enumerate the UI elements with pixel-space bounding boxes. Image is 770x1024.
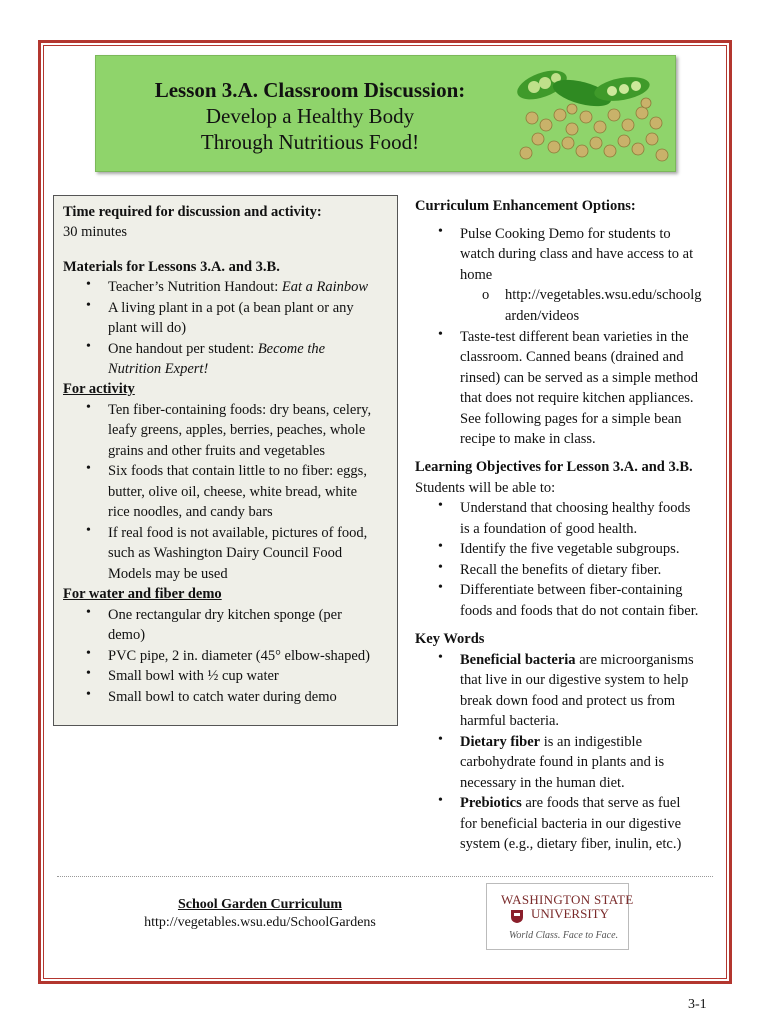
activity-item: Ten fiber-containing foods: dry beans, celery, [108, 402, 372, 418]
bullet: • [86, 339, 91, 354]
time-value: 30 minutes [63, 224, 128, 240]
seal-icon [509, 908, 525, 924]
enhancement-item: Taste-test different bean varieties in the [460, 329, 689, 345]
bullet: • [438, 327, 443, 342]
water-demo-heading: For water and fiber demo [63, 586, 222, 602]
objective-item-cont: is a foundation of good health. [460, 521, 638, 537]
material-item-cont: Nutrition Expert! [108, 361, 209, 377]
logo-line-2: UNIVERSITY [531, 906, 609, 921]
video-link[interactable]: http://vegetables.wsu.edu/schoolg [505, 287, 702, 303]
time-heading: Time required for discussion and activity: [63, 204, 322, 220]
activity-item-cont: leafy greens, apples, berries, peaches, whole [108, 422, 366, 438]
material-item-cont: plant will do) [108, 320, 187, 336]
materials-heading: Materials for Lessons 3.A. and 3.B. [63, 259, 280, 275]
key-word-item-cont: that live in our digestive system to help [460, 672, 689, 688]
activity-item-cont: such as Washington Dairy Council Food [108, 545, 343, 561]
key-word-item-cont: for beneficial bacteria in our digestive [460, 816, 682, 832]
activity-item-cont: grains and other fruits and vegetables [108, 443, 326, 459]
key-word-item-cont: system (e.g., dietary fiber, inulin, etc.) [460, 836, 682, 852]
key-words-heading: Key Words [415, 631, 485, 647]
key-word-item-cont: break down food and protect us from [460, 693, 676, 709]
bullet: • [86, 461, 91, 476]
enhancement-item-cont: recipe to make in class. [460, 431, 596, 447]
demo-item: Small bowl with ½ cup water [108, 668, 279, 684]
bullet: • [86, 298, 91, 313]
bullet: • [438, 580, 443, 595]
key-word-item: Prebiotics are foods that serve as fuel [460, 795, 681, 811]
bullet: • [86, 277, 91, 292]
peas-illustration [512, 63, 670, 165]
footer-title[interactable]: School Garden Curriculum [177, 897, 343, 912]
demo-item: One rectangular dry kitchen sponge (per [108, 607, 342, 623]
bullet: • [438, 498, 443, 513]
enhancement-item-cont: classroom. Canned beans (drained and [460, 349, 684, 365]
bullet: • [438, 793, 443, 808]
page-title [100, 77, 520, 155]
bullet: • [438, 560, 443, 575]
key-word-item-cont: necessary in the human diet. [460, 775, 625, 791]
logo-tagline: World Class. Face to Face. [509, 930, 619, 941]
bullet: • [438, 539, 443, 554]
bullet: • [86, 523, 91, 538]
footer-divider [57, 876, 713, 877]
bullet: • [438, 650, 443, 665]
objective-item: Differentiate between fiber-containing [460, 582, 683, 598]
key-word-item-cont: carbohydrate found in plants and is [460, 754, 665, 770]
activity-item: If real food is not available, pictures of food, [108, 525, 368, 541]
activity-item: Six foods that contain little to no fiber: eggs, [108, 463, 367, 479]
activity-heading: For activity [63, 381, 135, 397]
objectives-intro: Students will be able to: [415, 480, 556, 496]
material-item: One handout per student: Become the [108, 341, 326, 357]
enhancement-item-cont: See following pages for a simple bean [460, 411, 682, 427]
enhancement-item-cont: watch during class and have access to at [460, 246, 694, 262]
activity-item-cont: rice noodles, and candy bars [108, 504, 273, 520]
demo-item: Small bowl to catch water during demo [108, 689, 337, 705]
bullet: • [86, 400, 91, 415]
bullet: • [86, 687, 91, 702]
lesson-title: Lesson 3.A. Classroom Discussion: [154, 78, 466, 102]
activity-item-cont: Models may be used [108, 566, 228, 582]
bullet: • [438, 732, 443, 747]
bullet: • [86, 646, 91, 661]
footer-url[interactable]: http://vegetables.wsu.edu/SchoolGardens [144, 915, 376, 930]
sub-bullet: o [482, 287, 490, 303]
objective-item: Recall the benefits of dietary fiber. [460, 562, 662, 578]
lesson-subtitle-2: Through Nutritious Food! [200, 130, 420, 154]
key-word-item: Dietary fiber is an indigestible [460, 734, 643, 750]
enhancement-heading: Curriculum Enhancement Options: [415, 198, 636, 214]
material-item: A living plant in a pot (a bean plant or any [108, 300, 354, 316]
page-number: 3-1 [688, 997, 707, 1012]
logo-line-1: WASHINGTON STATE [501, 892, 634, 907]
wsu-logo [486, 883, 634, 950]
objective-item-cont: foods and foods that do not contain fiber. [460, 603, 699, 619]
material-item: Teacher’s Nutrition Handout: Eat a Rainbow [108, 279, 369, 295]
key-word-item-cont: harmful bacteria. [460, 713, 560, 729]
bullet: • [86, 605, 91, 620]
objective-item: Identify the five vegetable subgroups. [460, 541, 680, 557]
key-word-item: Beneficial bacteria are microorganisms [460, 652, 694, 668]
lesson-subtitle-1: Develop a Healthy Body [205, 104, 415, 128]
enhancement-item: Pulse Cooking Demo for students to [460, 226, 671, 242]
activity-item-cont: butter, olive oil, cheese, white bread, white [108, 484, 358, 500]
video-link-cont[interactable]: arden/videos [505, 308, 580, 324]
objective-item: Understand that choosing healthy foods [460, 500, 691, 516]
demo-item: PVC pipe, 2 in. diameter (45° elbow-shaped) [108, 648, 370, 664]
bullet: • [438, 224, 443, 239]
demo-item-cont: demo) [108, 627, 146, 643]
objectives-heading: Learning Objectives for Lesson 3.A. and 3.B. [415, 459, 693, 475]
bullet: • [86, 666, 91, 681]
enhancement-item-cont: that does not require kitchen appliances. [460, 390, 694, 406]
enhancement-item-cont: home [460, 267, 493, 283]
enhancement-item-cont: rinsed) can be served as a simple method [460, 370, 698, 386]
